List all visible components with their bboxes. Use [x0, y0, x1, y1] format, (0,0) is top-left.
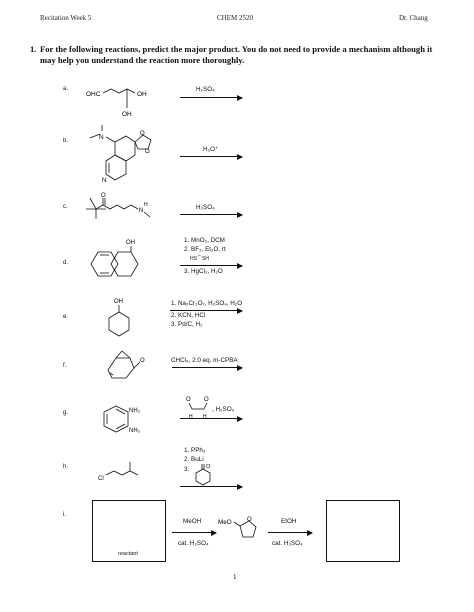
part-h-reagent-3: 3. [184, 466, 190, 473]
atom-o: O [140, 358, 145, 364]
atom-h: H [144, 202, 148, 208]
atom-o: O [247, 517, 252, 523]
header-center: CHEM 2520 [217, 14, 253, 22]
atom-n-amine: N [99, 134, 104, 141]
part-h-reagent-1: 1. PPh₃ [184, 447, 206, 454]
part-i-left-bottom-reagent: cat. H₂SO₄ [178, 540, 209, 547]
part-i-structure [218, 514, 268, 542]
part-e-arrow [170, 310, 242, 311]
part-c-reagent: H₂SO₄ [196, 204, 215, 211]
part-a-label: a. [63, 86, 69, 92]
part-e-reagent-3: 3. Pd/C, H₂ [171, 321, 203, 328]
question-text: For the following reactions, predict the major product. You do not need to provide a mechanism although it may help you understand the reaction more thoroughly. [40, 44, 433, 65]
part-e-structure [100, 296, 140, 342]
part-i-right-bottom-reagent: cat. H₂SO₄ [272, 540, 303, 547]
atom-cl: Cl [98, 476, 104, 482]
reactant-answer-box[interactable] [92, 500, 166, 562]
part-c-arrow [180, 214, 242, 215]
part-i-right-top-reagent: EtOH [281, 518, 297, 525]
part-d-label: d. [63, 260, 69, 266]
atom-oh-1: OH [137, 91, 147, 98]
atom-oh: OH [114, 299, 123, 305]
part-g-label: g. [63, 410, 69, 416]
part-d-reagent-1: 1. MnO₂, DCM [184, 237, 225, 244]
part-a-reagent: H₂SO₄ [196, 86, 215, 93]
question-1 [30, 44, 440, 66]
part-i-left-top-reagent: MeOH [183, 518, 202, 525]
part-b-arrow [180, 156, 242, 157]
atom-oh: OH [126, 240, 135, 246]
part-a-arrow [180, 97, 242, 98]
part-e-reagent-1: 1. Na₂Cr₂O₇, H₂SO₄, H₂O [171, 300, 243, 307]
part-g-glyoxal [184, 394, 214, 420]
atom-h-1: H [189, 414, 193, 420]
part-d-reagent-2: 2. BF₃, Et₂O, rt [184, 246, 226, 253]
atom-meo: MeO [218, 519, 232, 526]
atom-o-1: O [140, 131, 145, 137]
atom-o: O [206, 464, 211, 470]
atom-o-1: O [186, 397, 191, 403]
atom-nh2-1: NH₂ [129, 408, 140, 414]
part-d-arrow [180, 265, 242, 266]
part-d-reagent-3: 3. HgCl₂, H₂O [184, 268, 223, 275]
part-d-dithiol: HS⌒SH [190, 256, 209, 262]
part-g-arrow [180, 418, 242, 419]
reactant-box-label: reactant [118, 551, 138, 557]
question-number: 1. [30, 44, 37, 54]
part-i-right-arrow [268, 532, 312, 533]
atom-o: O [101, 193, 106, 199]
part-c-label: c. [63, 204, 68, 210]
part-f-structure [100, 350, 150, 384]
part-e-reagent-2: 2. KCN, HCl [171, 312, 206, 319]
part-f-label: f. [63, 363, 67, 369]
part-b-label: b. [63, 138, 69, 144]
atom-nh2-2: NH₂ [129, 428, 140, 434]
part-i-left-arrow [172, 532, 216, 533]
part-h-structure [98, 456, 154, 484]
atom-o-2: O [204, 397, 209, 403]
atom-ohc: OHC [86, 91, 101, 98]
product-answer-box[interactable] [326, 500, 400, 562]
atom-h-2: H [203, 414, 207, 420]
atom-o-2: O [145, 149, 150, 155]
part-f-reagent: CHCl₃, 2.0 eq. m-CPBA [171, 357, 238, 364]
part-b-reagent: H₃O⁺ [203, 146, 219, 153]
part-i-label: i. [63, 512, 66, 518]
atom-oh-2: OH [122, 111, 132, 118]
part-f-arrow [172, 367, 242, 368]
part-h-arrow [180, 486, 242, 487]
atom-n: N [139, 208, 144, 214]
part-g-reagent: , H₂SO₄ [212, 406, 235, 413]
header-right: Dr. Chang [399, 14, 428, 22]
page-number: 1 [233, 573, 237, 581]
part-b-structure [88, 122, 160, 184]
part-h-label: h. [63, 464, 69, 470]
header-left: Recitation Week 5 [40, 14, 92, 22]
atom-n-ring: N [102, 178, 107, 184]
part-h-cyclohexanone [194, 462, 222, 486]
part-g-structure [100, 400, 150, 442]
part-d-structure [96, 236, 152, 282]
part-h-reagent-2: 2. BuLi [184, 456, 204, 463]
part-e-label: e. [63, 314, 69, 320]
part-c-structure [86, 192, 166, 222]
